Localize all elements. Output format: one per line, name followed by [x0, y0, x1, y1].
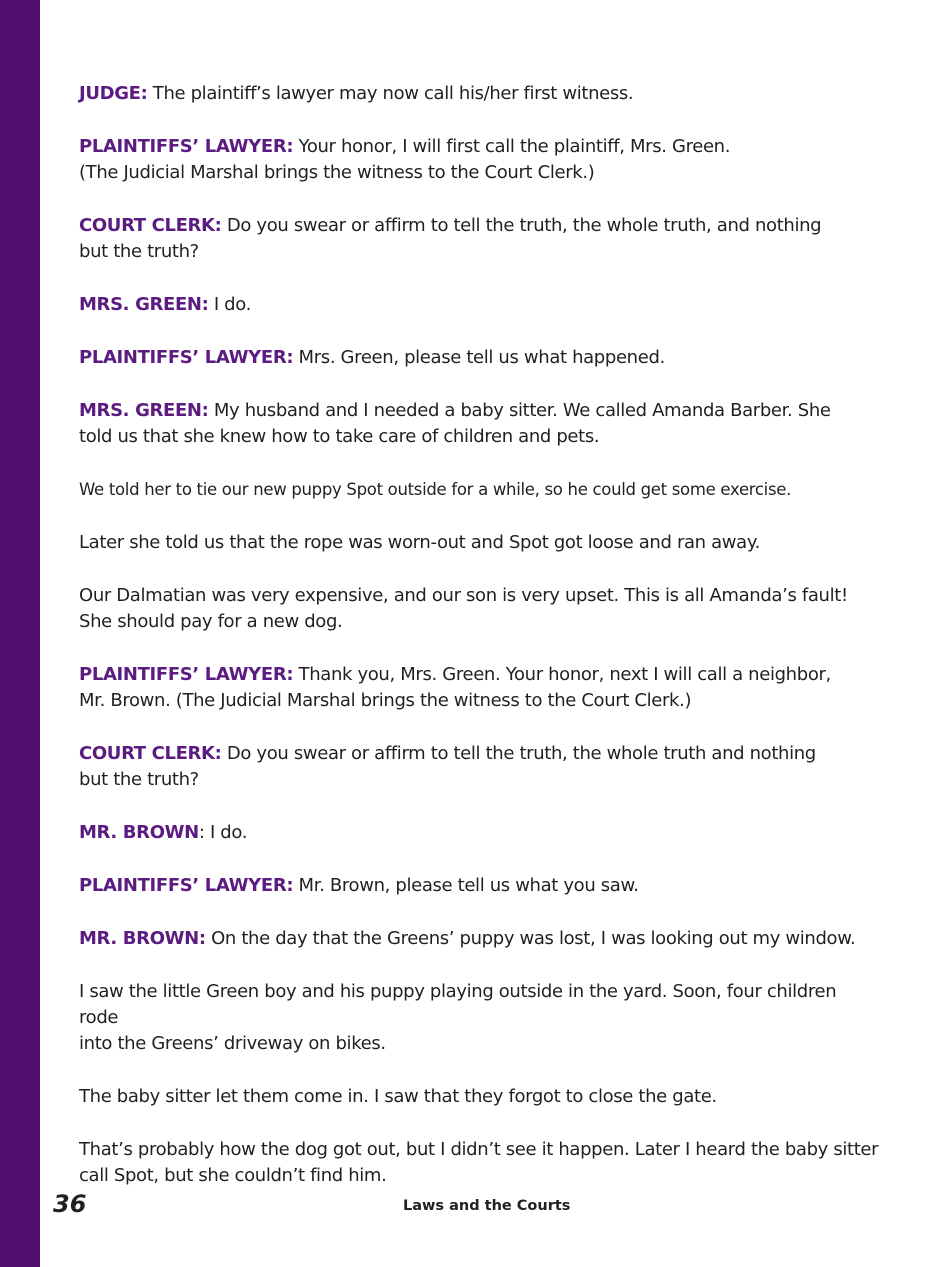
dialogue-text-line2: (The Judicial Marshal brings the witness to the Court Clerk.)	[79, 162, 595, 183]
speaker-label: MR. BROWN:	[79, 928, 206, 949]
footer-title: Laws and the Courts	[403, 1198, 571, 1214]
dialogue-text: The baby sitter let them come in. I saw that they forgot to close the gate.	[79, 1086, 717, 1107]
speaker-label: PLAINTIFFS’ LAWYER:	[79, 664, 294, 685]
dialogue-text: The plaintiff’s lawyer may now call his/her first witness.	[147, 83, 634, 104]
dialogue-plaintiffs-lawyer	[79, 134, 879, 186]
dialogue-court-clerk	[79, 741, 879, 793]
dialogue-text-line2: She should pay for a new dog.	[79, 611, 343, 632]
dialogue-plaintiffs-lawyer	[79, 345, 879, 371]
speaker-label: PLAINTIFFS’ LAWYER:	[79, 347, 294, 368]
dialogue-text-line2: into the Greens’ driveway on bikes.	[79, 1033, 386, 1054]
dialogue-text: We told her to tie our new puppy Spot outside for a while, so he could get some exercise.	[79, 480, 792, 499]
speaker-label: COURT CLERK:	[79, 215, 222, 236]
dialogue-mrs-green	[79, 292, 879, 318]
speaker-label: MR. BROWN	[79, 822, 199, 843]
speaker-label: MRS. GREEN:	[79, 400, 209, 421]
dialogue-text-line2: told us that she knew how to take care of children and pets.	[79, 426, 600, 447]
dialogue-text: That’s probably how the dog got out, but I didn’t see it happen. Later I heard the baby sitter	[79, 1139, 879, 1160]
dialogue-continuation	[79, 1084, 879, 1110]
dialogue-text: Our Dalmatian was very expensive, and our son is very upset. This is all Amanda’s fault!	[79, 585, 848, 606]
dialogue-continuation	[79, 530, 879, 556]
dialogue-text-line2: Mr. Brown. (The Judicial Marshal brings the witness to the Court Clerk.)	[79, 690, 692, 711]
dialogue-continuation	[79, 1137, 879, 1189]
dialogue-text: : I do.	[198, 822, 248, 843]
dialogue-plaintiffs-lawyer	[79, 873, 879, 899]
script-body	[79, 81, 879, 1216]
dialogue-text: Later she told us that the rope was worn-out and Spot got loose and ran away.	[79, 532, 760, 553]
dialogue-text: My husband and I needed a baby sitter. We called Amanda Barber. She	[208, 400, 831, 421]
dialogue-text: Mrs. Green, please tell us what happened.	[293, 347, 665, 368]
dialogue-continuation	[79, 979, 879, 1057]
speaker-label: JUDGE:	[79, 83, 148, 104]
dialogue-plaintiffs-lawyer	[79, 662, 879, 714]
dialogue-text-line2: but the truth?	[79, 769, 199, 790]
dialogue-mr-brown	[79, 820, 879, 846]
side-color-bar	[0, 0, 40, 1267]
dialogue-text: On the day that the Greens’ puppy was lost, I was looking out my window.	[205, 928, 856, 949]
speaker-label: COURT CLERK:	[79, 743, 222, 764]
dialogue-text: I do.	[208, 294, 251, 315]
dialogue-text: Your honor, I will first call the plaintiff, Mrs. Green.	[293, 136, 731, 157]
page-number: 36	[53, 1190, 87, 1218]
dialogue-text-line2: but the truth?	[79, 241, 199, 262]
dialogue-court-clerk	[79, 213, 879, 265]
dialogue-text: Do you swear or affirm to tell the truth, the whole truth and nothing	[221, 743, 816, 764]
dialogue-text: I saw the little Green boy and his puppy playing outside in the yard. Soon, four children rode	[79, 981, 837, 1028]
dialogue-text: Do you swear or affirm to tell the truth, the whole truth, and nothing	[221, 215, 822, 236]
speaker-label: PLAINTIFFS’ LAWYER:	[79, 875, 294, 896]
speaker-label: MRS. GREEN:	[79, 294, 209, 315]
dialogue-mr-brown	[79, 926, 879, 952]
dialogue-judge	[79, 81, 879, 107]
dialogue-mrs-green	[79, 398, 879, 450]
dialogue-text: Thank you, Mrs. Green. Your honor, next I will call a neighbor,	[293, 664, 831, 685]
speaker-label: PLAINTIFFS’ LAWYER:	[79, 136, 294, 157]
dialogue-continuation	[79, 477, 879, 503]
dialogue-text: Mr. Brown, please tell us what you saw.	[293, 875, 639, 896]
dialogue-text-line2: call Spot, but she couldn’t find him.	[79, 1165, 387, 1186]
dialogue-continuation	[79, 583, 879, 635]
